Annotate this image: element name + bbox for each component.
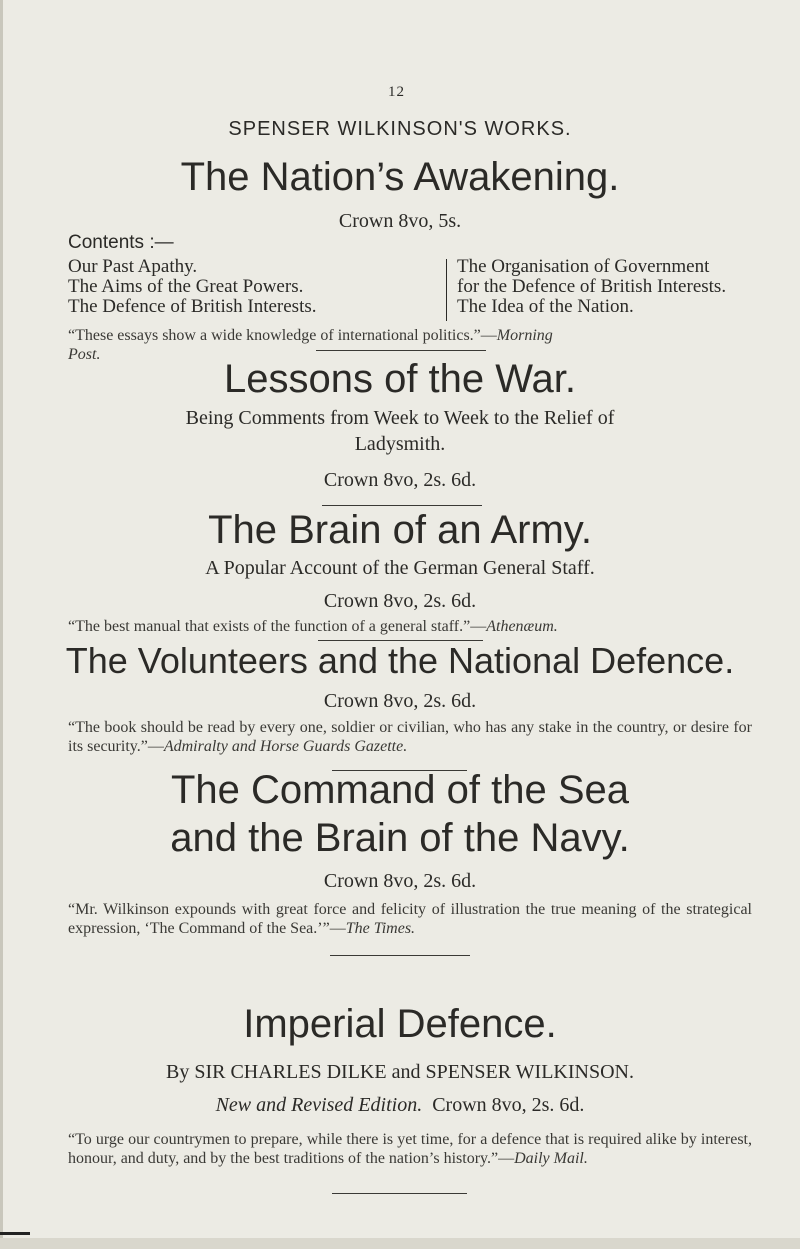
quote-text: “The best manual that exists of the function of a general staff.”— bbox=[68, 618, 487, 635]
quote-source: Morning bbox=[496, 327, 553, 344]
contents-item: The Organisation of Government bbox=[457, 256, 710, 277]
section-rule bbox=[330, 955, 470, 956]
contents-item: The Defence of British Interests. bbox=[68, 296, 317, 317]
review-quote bbox=[68, 718, 752, 756]
contents-item: for the Defence of British Interests. bbox=[457, 276, 727, 297]
book-title-imperial-defence: Imperial Defence. bbox=[243, 1002, 557, 1046]
edition-label: New and Revised Edition. bbox=[215, 1094, 423, 1116]
contents-item: The Aims of the Great Powers. bbox=[68, 276, 304, 297]
contents-item: Our Past Apathy. bbox=[68, 256, 198, 277]
quote-text: “Mr. Wilkinson expounds with great force and felicity of illustration the true meaning of the strategical expression, ‘The Command of the Sea.’”— bbox=[68, 901, 752, 937]
review-quote bbox=[68, 1130, 752, 1168]
contents-left-column bbox=[68, 257, 317, 317]
book-subtitle: Being Comments from Week to Week to the Relief of bbox=[185, 407, 615, 429]
quote-source: Athenæum. bbox=[486, 618, 558, 635]
quote-source: Daily Mail. bbox=[514, 1150, 588, 1167]
book-format: Crown 8vo, 2s. 6d. bbox=[323, 690, 477, 712]
review-quote bbox=[68, 617, 752, 636]
quote-source: The Times. bbox=[345, 920, 416, 937]
book-format: Crown 8vo, 2s. 6d. bbox=[432, 1094, 585, 1116]
book-subtitle: Ladysmith. bbox=[354, 433, 446, 455]
book-title-command-of-the-sea: The Command of the Sea bbox=[170, 768, 630, 812]
book-title-nations-awakening: The Nation’s Awakening. bbox=[180, 155, 620, 199]
book-subtitle: A Popular Account of the German General Staff. bbox=[205, 557, 595, 579]
review-quote bbox=[68, 900, 752, 938]
book-format: Crown 8vo, 2s. 6d. bbox=[323, 870, 477, 892]
book-title-brain-of-an-army: The Brain of an Army. bbox=[208, 508, 592, 552]
quote-text: “To urge our countrymen to prepare, while there is yet time, for a defence that is required alike by interest, honour, and duty, and by the best traditions of the nation’s history.”— bbox=[68, 1131, 752, 1167]
page-number: 12 bbox=[388, 84, 405, 100]
book-authors: By SIR CHARLES DILKE and SPENSER WILKINSON. bbox=[166, 1061, 634, 1083]
page-bottom-edge bbox=[0, 1238, 800, 1249]
book-format: Crown 8vo, 5s. bbox=[338, 210, 462, 232]
publisher-heading: SPENSER WILKINSON'S WORKS. bbox=[228, 118, 572, 140]
contents-label: Contents :— bbox=[68, 232, 174, 253]
quote-source: Admiralty and Horse Guards Gazette. bbox=[163, 738, 408, 755]
section-rule bbox=[332, 1193, 467, 1194]
book-title-volunteers: The Volunteers and the National Defence. bbox=[65, 640, 735, 681]
book-title-command-of-the-sea-line-2: and the Brain of the Navy. bbox=[170, 816, 630, 860]
section-rule bbox=[316, 350, 486, 351]
section-rule bbox=[322, 505, 482, 506]
book-format: Crown 8vo, 2s. 6d. bbox=[323, 590, 477, 612]
contents-right-column bbox=[457, 257, 726, 317]
corner-mark bbox=[0, 1232, 30, 1235]
book-title-lessons-of-the-war: Lessons of the War. bbox=[223, 357, 577, 401]
quote-text: “These essays show a wide knowledge of international politics.”— bbox=[68, 327, 497, 344]
book-edition-line bbox=[0, 1094, 800, 1117]
quote-source: Post. bbox=[68, 346, 101, 363]
contents-item: The Idea of the Nation. bbox=[457, 296, 634, 317]
book-format: Crown 8vo, 2s. 6d. bbox=[323, 469, 477, 491]
quote-text: “The book should be read by every one, soldier or civilian, who has any stake in the country, or desire for its security.”— bbox=[68, 719, 752, 755]
contents-divider bbox=[446, 259, 447, 321]
